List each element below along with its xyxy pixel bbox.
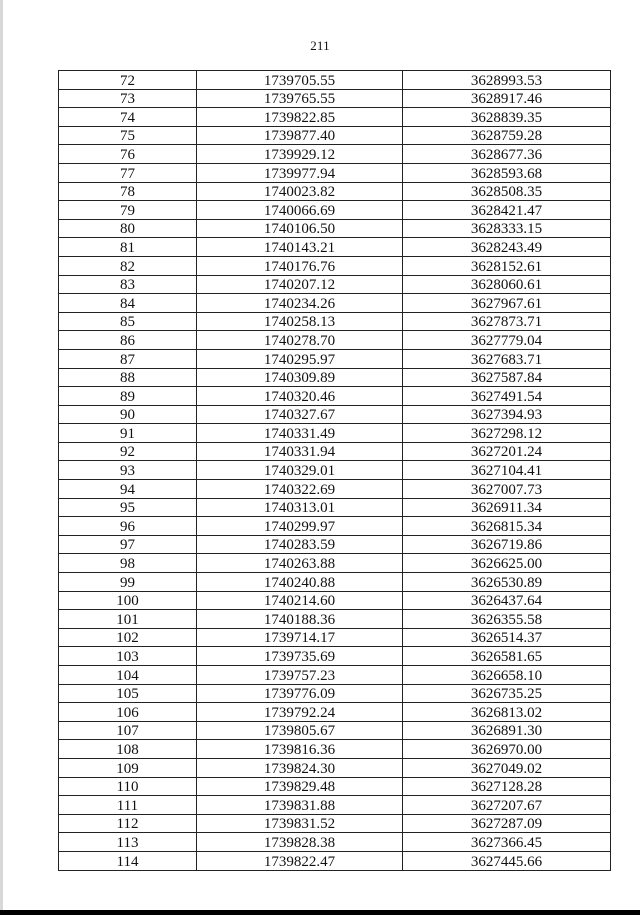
point-number-cell: 100 [59,591,197,610]
point-number-cell: 101 [59,610,197,629]
point-number-cell: 85 [59,312,197,331]
point-number-cell: 111 [59,796,197,815]
x-coordinate-cell: 1740299.97 [197,517,403,536]
y-coordinate-cell: 3626970.00 [403,740,611,759]
y-coordinate-cell: 3628508.35 [403,182,611,201]
x-coordinate-cell: 1740331.49 [197,424,403,443]
coordinates-table-container [58,70,610,871]
x-coordinate-cell: 1740023.82 [197,182,403,201]
table-row [59,405,611,424]
x-coordinate-cell: 1739829.48 [197,777,403,796]
table-row [59,145,611,164]
table-row [59,424,611,443]
y-coordinate-cell: 3628593.68 [403,163,611,182]
y-coordinate-cell: 3626355.58 [403,610,611,629]
y-coordinate-cell: 3626625.00 [403,554,611,573]
x-coordinate-cell: 1739735.69 [197,647,403,666]
x-coordinate-cell: 1740329.01 [197,461,403,480]
coordinates-table [58,70,611,871]
x-coordinate-cell: 1739824.30 [197,758,403,777]
x-coordinate-cell: 1739714.17 [197,628,403,647]
table-row [59,331,611,350]
table-row [59,814,611,833]
table-row [59,461,611,480]
table-row [59,777,611,796]
x-coordinate-cell: 1740188.36 [197,610,403,629]
x-coordinate-cell: 1740295.97 [197,349,403,368]
y-coordinate-cell: 3626891.30 [403,721,611,740]
table-row [59,238,611,257]
x-coordinate-cell: 1740263.88 [197,554,403,573]
x-coordinate-cell: 1740207.12 [197,275,403,294]
y-coordinate-cell: 3628677.36 [403,145,611,164]
point-number-cell: 105 [59,684,197,703]
table-row [59,126,611,145]
point-number-cell: 74 [59,108,197,127]
y-coordinate-cell: 3627967.61 [403,294,611,313]
y-coordinate-cell: 3627394.93 [403,405,611,424]
y-coordinate-cell: 3626813.02 [403,703,611,722]
table-row [59,108,611,127]
y-coordinate-cell: 3627207.67 [403,796,611,815]
point-number-cell: 83 [59,275,197,294]
x-coordinate-cell: 1739977.94 [197,163,403,182]
point-number-cell: 106 [59,703,197,722]
x-coordinate-cell: 1739805.67 [197,721,403,740]
y-coordinate-cell: 3627779.04 [403,331,611,350]
coordinates-table-body [59,71,611,871]
y-coordinate-cell: 3626911.34 [403,498,611,517]
y-coordinate-cell: 3626658.10 [403,666,611,685]
x-coordinate-cell: 1739792.24 [197,703,403,722]
point-number-cell: 96 [59,517,197,536]
table-row [59,703,611,722]
point-number-cell: 92 [59,442,197,461]
table-row [59,851,611,870]
table-row [59,294,611,313]
table-row [59,610,611,629]
point-number-cell: 80 [59,219,197,238]
y-coordinate-cell: 3628759.28 [403,126,611,145]
point-number-cell: 91 [59,424,197,443]
y-coordinate-cell: 3626735.25 [403,684,611,703]
point-number-cell: 112 [59,814,197,833]
point-number-cell: 90 [59,405,197,424]
x-coordinate-cell: 1740234.26 [197,294,403,313]
table-row [59,833,611,852]
y-coordinate-cell: 3626437.64 [403,591,611,610]
point-number-cell: 113 [59,833,197,852]
table-row [59,647,611,666]
point-number-cell: 103 [59,647,197,666]
y-coordinate-cell: 3627128.28 [403,777,611,796]
table-row [59,442,611,461]
x-coordinate-cell: 1740240.88 [197,573,403,592]
x-coordinate-cell: 1739822.85 [197,108,403,127]
x-coordinate-cell: 1740258.13 [197,312,403,331]
y-coordinate-cell: 3628333.15 [403,219,611,238]
point-number-cell: 87 [59,349,197,368]
y-coordinate-cell: 3627445.66 [403,851,611,870]
point-number-cell: 97 [59,535,197,554]
table-row [59,758,611,777]
table-row [59,312,611,331]
y-coordinate-cell: 3626815.34 [403,517,611,536]
x-coordinate-cell: 1740331.94 [197,442,403,461]
y-coordinate-cell: 3627366.45 [403,833,611,852]
y-coordinate-cell: 3628993.53 [403,71,611,90]
x-coordinate-cell: 1740320.46 [197,387,403,406]
x-coordinate-cell: 1739929.12 [197,145,403,164]
table-row [59,219,611,238]
x-coordinate-cell: 1740322.69 [197,480,403,499]
y-coordinate-cell: 3626514.37 [403,628,611,647]
point-number-cell: 88 [59,368,197,387]
point-number-cell: 109 [59,758,197,777]
table-row [59,480,611,499]
point-number-cell: 75 [59,126,197,145]
x-coordinate-cell: 1739822.47 [197,851,403,870]
table-row [59,89,611,108]
x-coordinate-cell: 1739776.09 [197,684,403,703]
point-number-cell: 78 [59,182,197,201]
table-row [59,349,611,368]
point-number-cell: 99 [59,573,197,592]
y-coordinate-cell: 3627587.84 [403,368,611,387]
table-row [59,368,611,387]
point-number-cell: 84 [59,294,197,313]
x-coordinate-cell: 1740278.70 [197,331,403,350]
x-coordinate-cell: 1740309.89 [197,368,403,387]
table-row [59,591,611,610]
point-number-cell: 98 [59,554,197,573]
table-row [59,387,611,406]
x-coordinate-cell: 1739705.55 [197,71,403,90]
point-number-cell: 76 [59,145,197,164]
table-row [59,573,611,592]
x-coordinate-cell: 1740327.67 [197,405,403,424]
point-number-cell: 95 [59,498,197,517]
table-row [59,71,611,90]
x-coordinate-cell: 1740313.01 [197,498,403,517]
x-coordinate-cell: 1739831.88 [197,796,403,815]
y-coordinate-cell: 3627683.71 [403,349,611,368]
y-coordinate-cell: 3627873.71 [403,312,611,331]
y-coordinate-cell: 3628839.35 [403,108,611,127]
scan-edge-shadow [0,0,3,915]
table-row [59,535,611,554]
y-coordinate-cell: 3628152.61 [403,256,611,275]
x-coordinate-cell: 1739877.40 [197,126,403,145]
table-row [59,666,611,685]
table-row [59,182,611,201]
table-row [59,201,611,220]
y-coordinate-cell: 3627104.41 [403,461,611,480]
y-coordinate-cell: 3626530.89 [403,573,611,592]
point-number-cell: 107 [59,721,197,740]
point-number-cell: 82 [59,256,197,275]
point-number-cell: 110 [59,777,197,796]
x-coordinate-cell: 1740214.60 [197,591,403,610]
table-row [59,498,611,517]
x-coordinate-cell: 1739757.23 [197,666,403,685]
table-row [59,256,611,275]
point-number-cell: 94 [59,480,197,499]
table-row [59,554,611,573]
table-row [59,796,611,815]
point-number-cell: 77 [59,163,197,182]
page-number: 211 [310,38,330,53]
table-row [59,684,611,703]
x-coordinate-cell: 1739765.55 [197,89,403,108]
x-coordinate-cell: 1740143.21 [197,238,403,257]
point-number-cell: 72 [59,71,197,90]
point-number-cell: 86 [59,331,197,350]
table-row [59,163,611,182]
x-coordinate-cell: 1739816.36 [197,740,403,759]
point-number-cell: 79 [59,201,197,220]
table-row [59,275,611,294]
scan-bottom-border [0,910,640,915]
y-coordinate-cell: 3628917.46 [403,89,611,108]
point-number-cell: 81 [59,238,197,257]
point-number-cell: 73 [59,89,197,108]
point-number-cell: 89 [59,387,197,406]
table-row [59,517,611,536]
x-coordinate-cell: 1740176.76 [197,256,403,275]
y-coordinate-cell: 3628243.49 [403,238,611,257]
table-row [59,740,611,759]
x-coordinate-cell: 1740066.69 [197,201,403,220]
y-coordinate-cell: 3627298.12 [403,424,611,443]
y-coordinate-cell: 3627201.24 [403,442,611,461]
x-coordinate-cell: 1739831.52 [197,814,403,833]
y-coordinate-cell: 3627007.73 [403,480,611,499]
y-coordinate-cell: 3628421.47 [403,201,611,220]
x-coordinate-cell: 1739828.38 [197,833,403,852]
y-coordinate-cell: 3626719.86 [403,535,611,554]
y-coordinate-cell: 3627491.54 [403,387,611,406]
y-coordinate-cell: 3627287.09 [403,814,611,833]
y-coordinate-cell: 3627049.02 [403,758,611,777]
table-row [59,628,611,647]
x-coordinate-cell: 1740106.50 [197,219,403,238]
point-number-cell: 104 [59,666,197,685]
x-coordinate-cell: 1740283.59 [197,535,403,554]
point-number-cell: 102 [59,628,197,647]
point-number-cell: 93 [59,461,197,480]
y-coordinate-cell: 3626581.65 [403,647,611,666]
table-row [59,721,611,740]
y-coordinate-cell: 3628060.61 [403,275,611,294]
point-number-cell: 108 [59,740,197,759]
point-number-cell: 114 [59,851,197,870]
